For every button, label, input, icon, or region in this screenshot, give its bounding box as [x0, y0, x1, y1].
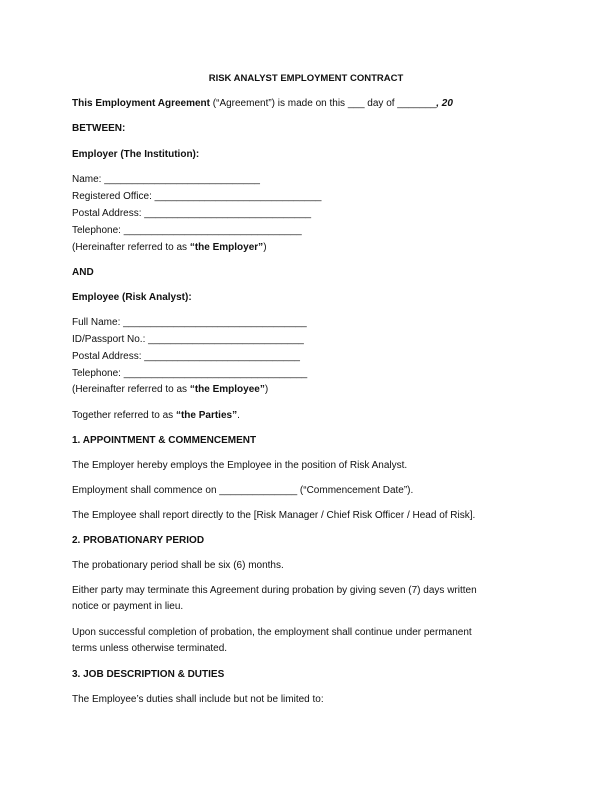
together-post: .: [237, 410, 240, 421]
page-title: RISK ANALYST EMPLOYMENT CONTRACT: [208, 73, 404, 84]
employer-name-field: Name: ____________________________: [72, 174, 260, 185]
section3-paragraph-1: The Employee’s duties shall include but not be limited to:: [72, 694, 324, 705]
employee-telephone-field: Telephone: _________________________________: [72, 368, 308, 379]
between-label: BETWEEN:: [72, 123, 126, 134]
employee-ref-bold: “the Employee”: [189, 384, 265, 395]
employee-heading: Employee (Risk Analyst):: [72, 292, 192, 303]
section2-paragraph-2-line-2: notice or payment in lieu.: [72, 601, 184, 612]
employer-heading: Employer (The Institution):: [72, 149, 200, 160]
section2-heading: 2. PROBATIONARY PERIOD: [72, 535, 205, 546]
section1-paragraph-3: The Employee shall report directly to the [Risk Manager / Chief Risk Officer / Head of Risk].: [72, 510, 476, 521]
employee-id-field: ID/Passport No.: ____________________________: [72, 334, 304, 345]
section1-paragraph-1: The Employer hereby employs the Employee in the position of Risk Analyst.: [72, 460, 408, 471]
intro-year: , 20: [436, 98, 453, 109]
section2-paragraph-2-line-1: Either party may terminate this Agreement during probation by giving seven (7) days written: [72, 585, 477, 596]
together-bold: “the Parties”: [175, 410, 238, 421]
section2-paragraph-3-line-1: Upon successful completion of probation, the employment shall continue under permanent: [72, 627, 472, 638]
and-label: AND: [72, 267, 94, 278]
employer-postal-field: Postal Address: ______________________________: [72, 208, 312, 219]
section2-paragraph-1: The probationary period shall be six (6) months.: [72, 560, 284, 571]
employee-name-field: Full Name: _________________________________: [72, 317, 307, 328]
section1-heading: 1. APPOINTMENT & COMMENCEMENT: [72, 435, 257, 446]
section1-paragraph-2: Employment shall commence on ______________ (“Commencement Date”).: [72, 485, 414, 496]
intro-text: (“Agreement”) is made on this ___ day of _______: [210, 98, 437, 109]
section2-paragraph-3-line-2: terms unless otherwise terminated.: [72, 643, 228, 654]
employer-reference: [72, 242, 267, 254]
employee-postal-field: Postal Address: ____________________________: [72, 351, 300, 362]
employer-telephone-field: Telephone: ________________________________: [72, 225, 302, 236]
intro-line: [72, 98, 453, 110]
together-pre: Together referred to as: [72, 410, 176, 421]
section3-heading: 3. JOB DESCRIPTION & DUTIES: [72, 669, 225, 680]
intro-bold-lead: This Employment Agreement: [72, 98, 210, 109]
employee-ref-post: ): [264, 384, 269, 395]
employer-ref-pre: (Hereinafter referred to as: [72, 242, 190, 253]
employee-reference: [72, 384, 268, 396]
employer-ref-bold: “the Employer”: [189, 242, 264, 253]
employer-office-field: Registered Office: ______________________________: [72, 191, 322, 202]
employee-ref-pre: (Hereinafter referred to as: [72, 384, 190, 395]
employer-ref-post: ): [263, 242, 267, 253]
together-line: [72, 410, 240, 422]
